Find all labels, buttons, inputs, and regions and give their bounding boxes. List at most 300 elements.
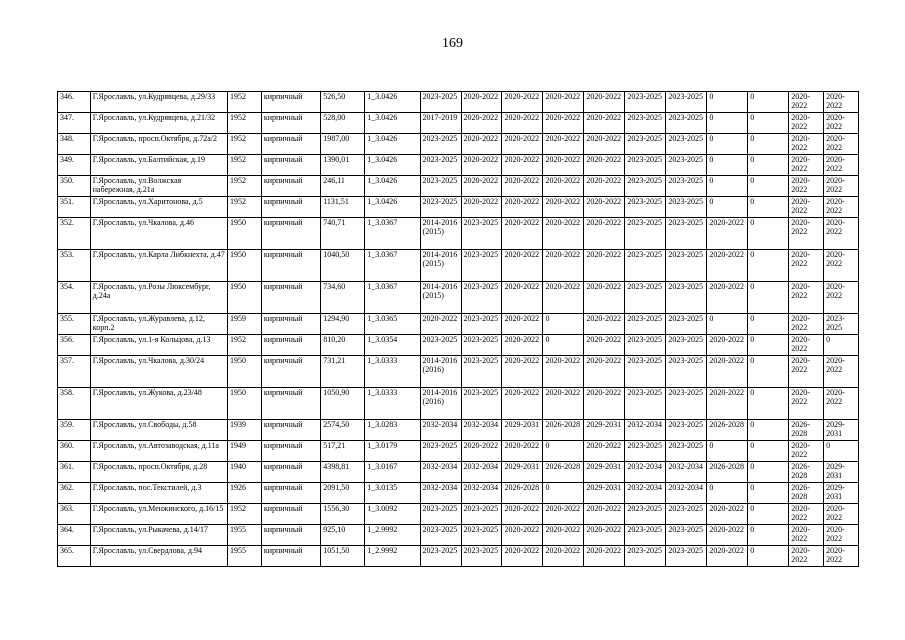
cell-period-2: 2032-2034 (461, 420, 502, 441)
cell-period-9: 0 (748, 250, 789, 282)
cell-period-2: 2023-2025 (461, 250, 502, 282)
cell-period-9: 0 (748, 134, 789, 155)
cell-period-3: 2020-2022 (502, 335, 543, 356)
cell-period-9: 0 (748, 218, 789, 250)
cell-period-9: 0 (748, 113, 789, 134)
cell-address: Г.Ярославль, ул.Менжинского, д.16/15 (90, 504, 227, 525)
cell-code: 1_3.0426 (365, 197, 420, 218)
cell-area: 734,60 (321, 282, 365, 314)
cell-period-8: 0 (707, 314, 748, 335)
cell-row-number: 350. (58, 176, 91, 197)
cell-code: 1_3.0426 (365, 92, 420, 113)
cell-period-9: 0 (748, 441, 789, 462)
cell-period-1: 2023-2025 (420, 525, 461, 546)
page-number: 169 (442, 36, 463, 51)
cell-period-5: 2020-2022 (584, 176, 625, 197)
cell-area: 246,11 (321, 176, 365, 197)
cell-period-2: 2020-2022 (461, 197, 502, 218)
cell-period-8: 0 (707, 92, 748, 113)
cell-period-9: 0 (748, 176, 789, 197)
cell-code: 1_3.0426 (365, 176, 420, 197)
cell-period-10: 2020-2022 (789, 314, 824, 335)
cell-period-1: 2023-2025 (420, 134, 461, 155)
cell-period-6: 2023-2025 (625, 314, 666, 335)
cell-period-9: 0 (748, 525, 789, 546)
cell-period-11: 2020-2022 (824, 218, 859, 250)
cell-period-1: 2014-2016 (2016) (420, 356, 461, 388)
cell-period-5: 2020-2022 (584, 92, 625, 113)
cell-period-3: 2029-2031 (502, 462, 543, 483)
cell-period-4: 2020-2022 (543, 155, 584, 176)
cell-period-11: 2020-2022 (824, 155, 859, 176)
cell-period-9: 0 (748, 155, 789, 176)
cell-period-4: 2020-2022 (543, 92, 584, 113)
cell-year: 1952 (228, 197, 262, 218)
cell-period-1: 2014-2016 (2015) (420, 282, 461, 314)
cell-material: кирпичный (261, 176, 320, 197)
housing-table (57, 91, 859, 567)
cell-address: Г.Ярославль, ул.Розы Люксембург, д.24а (90, 282, 227, 314)
cell-period-6: 2023-2025 (625, 134, 666, 155)
cell-period-1: 2023-2025 (420, 176, 461, 197)
cell-period-4: 2020-2022 (543, 525, 584, 546)
cell-period-9: 0 (748, 282, 789, 314)
cell-period-8: 2020-2022 (707, 218, 748, 250)
cell-code: 1_3.0365 (365, 314, 420, 335)
cell-period-10: 2020-2022 (789, 525, 824, 546)
cell-period-5: 2020-2022 (584, 441, 625, 462)
cell-code: 1_3.0283 (365, 420, 420, 441)
cell-code: 1_2.9992 (365, 546, 420, 567)
cell-period-11: 2020-2022 (824, 282, 859, 314)
cell-period-5: 2020-2022 (584, 250, 625, 282)
cell-period-8: 2020-2022 (707, 388, 748, 420)
cell-period-4: 2020-2022 (543, 356, 584, 388)
cell-period-7: 2023-2025 (666, 282, 707, 314)
cell-year: 1952 (228, 92, 262, 113)
cell-period-2: 2020-2022 (461, 113, 502, 134)
cell-year: 1955 (228, 546, 262, 567)
cell-address: Г.Ярославль, ул.Свободы, д.58 (90, 420, 227, 441)
cell-period-3: 2020-2022 (502, 176, 543, 197)
cell-period-1: 2023-2025 (420, 441, 461, 462)
cell-address: Г.Ярославль, ул.Жукова, д.23/48 (90, 388, 227, 420)
cell-code: 1_3.0367 (365, 250, 420, 282)
cell-period-10: 2020-2022 (789, 282, 824, 314)
cell-period-11: 2020-2022 (824, 250, 859, 282)
cell-address: Г.Ярославль, ул.Автозаводская, д.11а (90, 441, 227, 462)
cell-period-3: 2026-2028 (502, 483, 543, 504)
table-row (58, 176, 859, 197)
cell-material: кирпичный (261, 356, 320, 388)
cell-period-9: 0 (748, 462, 789, 483)
cell-period-6: 2023-2025 (625, 525, 666, 546)
cell-period-4: 2020-2022 (543, 197, 584, 218)
cell-row-number: 364. (58, 525, 91, 546)
cell-period-4: 2020-2022 (543, 218, 584, 250)
table-row (58, 441, 859, 462)
cell-period-7: 2023-2025 (666, 420, 707, 441)
cell-area: 4398,81 (321, 462, 365, 483)
cell-address: Г.Ярославль, ул.Балтийская, д.19 (90, 155, 227, 176)
cell-area: 810,20 (321, 335, 365, 356)
cell-area: 1556,30 (321, 504, 365, 525)
table-row (58, 250, 859, 282)
cell-period-3: 2020-2022 (502, 113, 543, 134)
cell-period-9: 0 (748, 504, 789, 525)
cell-code: 1_3.0426 (365, 113, 420, 134)
cell-period-11: 2029-2031 (824, 462, 859, 483)
cell-period-1: 2023-2025 (420, 92, 461, 113)
cell-period-5: 2020-2022 (584, 134, 625, 155)
table-row (58, 314, 859, 335)
cell-period-9: 0 (748, 356, 789, 388)
cell-area: 1040,50 (321, 250, 365, 282)
cell-row-number: 363. (58, 504, 91, 525)
cell-period-4: 2020-2022 (543, 282, 584, 314)
cell-row-number: 352. (58, 218, 91, 250)
cell-period-5: 2029-2031 (584, 462, 625, 483)
cell-period-10: 2020-2022 (789, 441, 824, 462)
cell-period-3: 2020-2022 (502, 314, 543, 335)
cell-period-4: 0 (543, 335, 584, 356)
cell-period-8: 0 (707, 134, 748, 155)
cell-address: Г.Ярославль, пос.Текстилей, д.3 (90, 483, 227, 504)
cell-year: 1950 (228, 356, 262, 388)
cell-period-2: 2023-2025 (461, 546, 502, 567)
cell-period-2: 2023-2025 (461, 282, 502, 314)
cell-material: кирпичный (261, 218, 320, 250)
cell-address: Г.Ярославль, ул.Кудрявцева, д.29/33 (90, 92, 227, 113)
cell-row-number: 365. (58, 546, 91, 567)
cell-period-8: 2020-2022 (707, 546, 748, 567)
cell-period-11: 2020-2022 (824, 525, 859, 546)
cell-period-4: 2020-2022 (543, 250, 584, 282)
cell-year: 1939 (228, 420, 262, 441)
cell-period-10: 2020-2022 (789, 197, 824, 218)
cell-period-9: 0 (748, 388, 789, 420)
cell-period-1: 2014-2016 (2016) (420, 388, 461, 420)
cell-material: кирпичный (261, 525, 320, 546)
cell-period-11: 2023-2025 (824, 314, 859, 335)
cell-period-8: 0 (707, 441, 748, 462)
cell-address: Г.Ярославль, ул.Чкалова, д.46 (90, 218, 227, 250)
cell-row-number: 356. (58, 335, 91, 356)
cell-area: 528,00 (321, 113, 365, 134)
cell-period-5: 2020-2022 (584, 525, 625, 546)
cell-area: 731,21 (321, 356, 365, 388)
cell-period-7: 2023-2025 (666, 92, 707, 113)
cell-year: 1950 (228, 282, 262, 314)
cell-period-2: 2020-2022 (461, 441, 502, 462)
table-row (58, 356, 859, 388)
cell-period-1: 2032-2034 (420, 420, 461, 441)
cell-period-8: 0 (707, 176, 748, 197)
cell-period-11: 2020-2022 (824, 134, 859, 155)
cell-address: Г.Ярославль, ул.1-я Кольцова, д.13 (90, 335, 227, 356)
cell-period-6: 2023-2025 (625, 282, 666, 314)
cell-period-1: 2023-2025 (420, 155, 461, 176)
table-row (58, 420, 859, 441)
cell-period-3: 2020-2022 (502, 282, 543, 314)
cell-period-11: 2020-2022 (824, 176, 859, 197)
cell-year: 1950 (228, 218, 262, 250)
cell-period-8: 2020-2022 (707, 335, 748, 356)
cell-year: 1940 (228, 462, 262, 483)
cell-period-3: 2020-2022 (502, 218, 543, 250)
table-row (58, 134, 859, 155)
cell-period-10: 2026-2028 (789, 462, 824, 483)
cell-material: кирпичный (261, 546, 320, 567)
table-row (58, 504, 859, 525)
cell-material: кирпичный (261, 92, 320, 113)
cell-material: кирпичный (261, 113, 320, 134)
cell-code: 1_3.0367 (365, 282, 420, 314)
cell-period-9: 0 (748, 483, 789, 504)
cell-area: 2574,50 (321, 420, 365, 441)
cell-area: 1294,90 (321, 314, 365, 335)
cell-year: 1950 (228, 250, 262, 282)
cell-period-5: 2020-2022 (584, 113, 625, 134)
cell-period-1: 2023-2025 (420, 546, 461, 567)
table-row (58, 218, 859, 250)
cell-period-5: 2020-2022 (584, 504, 625, 525)
cell-period-7: 2023-2025 (666, 197, 707, 218)
cell-period-3: 2020-2022 (502, 441, 543, 462)
cell-code: 1_3.0367 (365, 218, 420, 250)
cell-period-1: 2023-2025 (420, 504, 461, 525)
cell-address: Г.Ярославль, ул.Кудрявцева, д.21/32 (90, 113, 227, 134)
cell-period-4: 2026-2028 (543, 420, 584, 441)
cell-row-number: 357. (58, 356, 91, 388)
cell-period-10: 2020-2022 (789, 335, 824, 356)
cell-period-1: 2014-2016 (2015) (420, 250, 461, 282)
cell-period-6: 2023-2025 (625, 546, 666, 567)
cell-period-3: 2020-2022 (502, 250, 543, 282)
cell-period-2: 2023-2025 (461, 388, 502, 420)
cell-period-11: 2020-2022 (824, 356, 859, 388)
cell-period-11: 2020-2022 (824, 197, 859, 218)
cell-period-6: 2023-2025 (625, 92, 666, 113)
cell-period-3: 2029-2031 (502, 420, 543, 441)
cell-period-7: 2023-2025 (666, 525, 707, 546)
cell-period-6: 2032-2034 (625, 462, 666, 483)
cell-period-3: 2020-2022 (502, 356, 543, 388)
cell-area: 1390,01 (321, 155, 365, 176)
cell-period-7: 2023-2025 (666, 113, 707, 134)
cell-year: 1952 (228, 504, 262, 525)
cell-area: 517,21 (321, 441, 365, 462)
cell-period-11: 2020-2022 (824, 113, 859, 134)
cell-period-1: 2023-2025 (420, 197, 461, 218)
cell-period-1: 2014-2016 (2015) (420, 218, 461, 250)
cell-period-2: 2032-2034 (461, 483, 502, 504)
cell-period-5: 2020-2022 (584, 218, 625, 250)
cell-period-4: 2020-2022 (543, 113, 584, 134)
cell-period-2: 2023-2025 (461, 335, 502, 356)
cell-year: 1950 (228, 388, 262, 420)
cell-period-8: 2020-2022 (707, 525, 748, 546)
cell-period-10: 2020-2022 (789, 134, 824, 155)
cell-period-2: 2023-2025 (461, 314, 502, 335)
cell-period-1: 2032-2034 (420, 483, 461, 504)
cell-year: 1952 (228, 176, 262, 197)
cell-period-5: 2020-2022 (584, 197, 625, 218)
cell-period-7: 2023-2025 (666, 134, 707, 155)
cell-period-11: 2020-2022 (824, 92, 859, 113)
cell-period-6: 2023-2025 (625, 197, 666, 218)
cell-period-8: 2020-2022 (707, 250, 748, 282)
cell-code: 1_3.0333 (365, 356, 420, 388)
cell-period-5: 2020-2022 (584, 546, 625, 567)
cell-area: 1131,51 (321, 197, 365, 218)
cell-period-4: 2026-2028 (543, 462, 584, 483)
cell-period-7: 2023-2025 (666, 546, 707, 567)
cell-material: кирпичный (261, 197, 320, 218)
cell-period-3: 2020-2022 (502, 134, 543, 155)
cell-material: кирпичный (261, 388, 320, 420)
cell-period-6: 2023-2025 (625, 441, 666, 462)
cell-period-10: 2020-2022 (789, 92, 824, 113)
cell-year: 1952 (228, 155, 262, 176)
cell-period-3: 2020-2022 (502, 504, 543, 525)
cell-period-8: 0 (707, 113, 748, 134)
cell-material: кирпичный (261, 335, 320, 356)
cell-period-5: 2029-2031 (584, 483, 625, 504)
cell-period-9: 0 (748, 546, 789, 567)
cell-period-3: 2020-2022 (502, 155, 543, 176)
cell-period-1: 2020-2022 (420, 314, 461, 335)
cell-period-10: 2020-2022 (789, 356, 824, 388)
table-row (58, 282, 859, 314)
table-row (58, 335, 859, 356)
table-row (58, 388, 859, 420)
cell-area: 1050,90 (321, 388, 365, 420)
cell-period-5: 2020-2022 (584, 356, 625, 388)
cell-period-8: 2020-2022 (707, 356, 748, 388)
cell-period-2: 2020-2022 (461, 134, 502, 155)
cell-period-5: 2020-2022 (584, 388, 625, 420)
cell-period-11: 2029-2031 (824, 483, 859, 504)
cell-year: 1952 (228, 335, 262, 356)
cell-row-number: 346. (58, 92, 91, 113)
cell-address: Г.Ярославль, ул.Карла Либкнехта, д.47 (90, 250, 227, 282)
cell-period-11: 0 (824, 441, 859, 462)
cell-period-11: 2020-2022 (824, 546, 859, 567)
cell-address: Г.Ярославль, ул.Рыкачева, д.14/17 (90, 525, 227, 546)
cell-period-7: 2023-2025 (666, 250, 707, 282)
cell-row-number: 354. (58, 282, 91, 314)
cell-area: 1987,00 (321, 134, 365, 155)
cell-row-number: 347. (58, 113, 91, 134)
cell-address: Г.Ярославль, ул.Волжская набережная, д.21а (90, 176, 227, 197)
cell-period-9: 0 (748, 197, 789, 218)
cell-row-number: 361. (58, 462, 91, 483)
cell-address: Г.Ярославль, ул.Свердлова, д.94 (90, 546, 227, 567)
table-row (58, 113, 859, 134)
cell-period-4: 2020-2022 (543, 504, 584, 525)
cell-material: кирпичный (261, 134, 320, 155)
cell-period-10: 2020-2022 (789, 546, 824, 567)
cell-period-1: 2023-2025 (420, 335, 461, 356)
cell-material: кирпичный (261, 250, 320, 282)
cell-period-2: 2020-2022 (461, 92, 502, 113)
cell-area: 2091,50 (321, 483, 365, 504)
cell-period-3: 2020-2022 (502, 546, 543, 567)
cell-period-4: 0 (543, 441, 584, 462)
cell-row-number: 358. (58, 388, 91, 420)
cell-period-10: 2020-2022 (789, 218, 824, 250)
cell-period-10: 2026-2028 (789, 483, 824, 504)
table-row (58, 462, 859, 483)
cell-year: 1952 (228, 113, 262, 134)
cell-period-8: 0 (707, 197, 748, 218)
cell-area: 526,50 (321, 92, 365, 113)
cell-period-5: 2029-2031 (584, 420, 625, 441)
cell-period-7: 2023-2025 (666, 441, 707, 462)
cell-code: 1_3.0333 (365, 388, 420, 420)
cell-period-4: 2020-2022 (543, 388, 584, 420)
cell-period-11: 0 (824, 335, 859, 356)
cell-code: 1_3.0092 (365, 504, 420, 525)
cell-year: 1955 (228, 525, 262, 546)
cell-period-10: 2020-2022 (789, 155, 824, 176)
cell-period-1: 2032-2034 (420, 462, 461, 483)
cell-period-7: 2023-2025 (666, 356, 707, 388)
cell-period-10: 2020-2022 (789, 388, 824, 420)
cell-period-6: 2023-2025 (625, 504, 666, 525)
cell-period-6: 2032-2034 (625, 483, 666, 504)
cell-period-3: 2020-2022 (502, 92, 543, 113)
cell-period-2: 2032-2034 (461, 462, 502, 483)
table-row (58, 92, 859, 113)
cell-year: 1926 (228, 483, 262, 504)
cell-period-2: 2023-2025 (461, 525, 502, 546)
cell-period-8: 0 (707, 155, 748, 176)
cell-code: 1_3.0426 (365, 134, 420, 155)
table-body (58, 92, 859, 567)
cell-period-4: 2020-2022 (543, 176, 584, 197)
cell-address: Г.Ярославль, ул.Харитонова, д.5 (90, 197, 227, 218)
cell-period-11: 2029-2031 (824, 420, 859, 441)
cell-period-6: 2023-2025 (625, 250, 666, 282)
cell-code: 1_3.0167 (365, 462, 420, 483)
cell-row-number: 359. (58, 420, 91, 441)
cell-period-8: 2020-2022 (707, 504, 748, 525)
cell-area: 740,71 (321, 218, 365, 250)
cell-period-5: 2020-2022 (584, 314, 625, 335)
cell-period-6: 2023-2025 (625, 113, 666, 134)
cell-period-3: 2020-2022 (502, 525, 543, 546)
table-row (58, 197, 859, 218)
cell-period-2: 2023-2025 (461, 218, 502, 250)
cell-period-7: 2023-2025 (666, 176, 707, 197)
cell-material: кирпичный (261, 155, 320, 176)
cell-period-8: 2026-2028 (707, 420, 748, 441)
cell-row-number: 348. (58, 134, 91, 155)
cell-area: 925,10 (321, 525, 365, 546)
cell-material: кирпичный (261, 441, 320, 462)
cell-period-1: 2017-2019 (420, 113, 461, 134)
cell-period-10: 2020-2022 (789, 250, 824, 282)
cell-code: 1_2.9992 (365, 525, 420, 546)
cell-period-7: 2023-2025 (666, 314, 707, 335)
cell-address: Г.Ярославль, ул.Журавлева, д.12, корп.2 (90, 314, 227, 335)
cell-period-9: 0 (748, 335, 789, 356)
cell-material: кирпичный (261, 462, 320, 483)
cell-period-9: 0 (748, 420, 789, 441)
cell-year: 1949 (228, 441, 262, 462)
